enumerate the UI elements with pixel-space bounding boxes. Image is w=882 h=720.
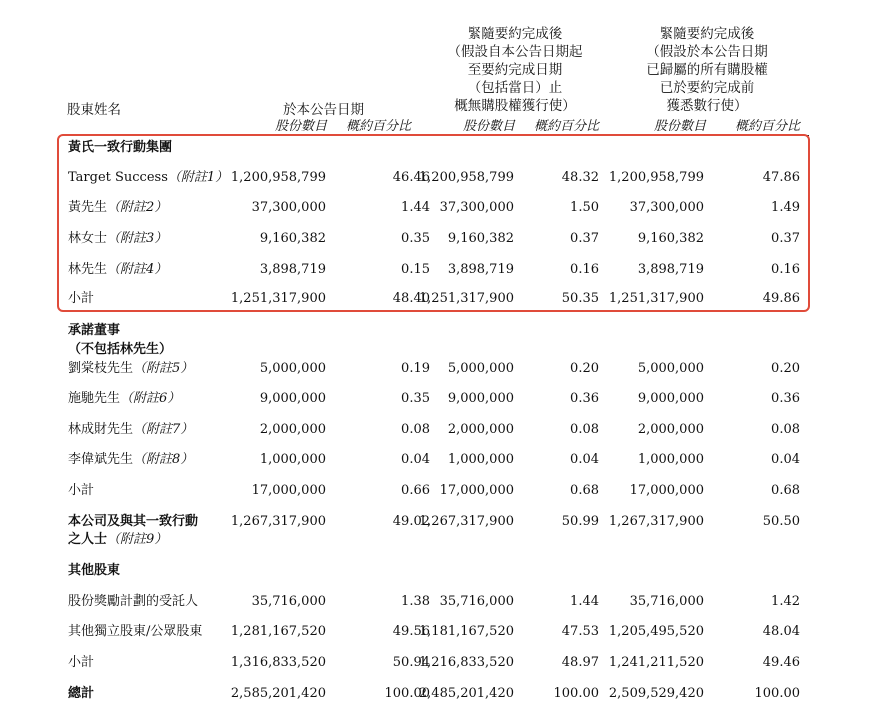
cell-shares: 35,716,000 (629, 594, 704, 609)
cell-shares: 17,000,000 (629, 483, 704, 498)
row-label (68, 137, 172, 159)
subheader-shares-3: 股份數目 (654, 119, 707, 134)
cell-percentage: 100.00 (754, 686, 800, 701)
row-label-text: 李偉斌先生 (68, 452, 134, 467)
row-label-text: 小計 (68, 655, 95, 670)
cell-percentage: 50.35 (561, 291, 599, 306)
subheader-pct-3: 概約百分比 (735, 119, 801, 134)
cell-percentage: 0.37 (771, 231, 800, 246)
subheader-shares-2: 股份數目 (463, 119, 516, 134)
cell-percentage: 50.94 (392, 655, 430, 670)
cell-shares: 17,000,000 (439, 483, 514, 498)
cell-shares: 1,241,211,520 (608, 655, 704, 670)
cell-shares: 3,898,719 (447, 262, 514, 277)
cell-shares: 1,267,317,900 (230, 514, 326, 529)
cell-percentage: 1.44 (401, 200, 430, 215)
cell-shares: 2,509,529,420 (608, 686, 704, 701)
cell-shares: 5,000,000 (447, 361, 514, 376)
cell-percentage: 0.35 (401, 391, 430, 406)
row-label (68, 621, 202, 643)
row-label-text: 黃先生 (68, 200, 108, 215)
cell-percentage: 48.97 (561, 655, 599, 670)
row-label (68, 529, 167, 551)
row-note: （附註1） (167, 170, 229, 185)
cell-percentage: 1.49 (771, 200, 800, 215)
header-b-line2: （假設於本公告日期 (646, 44, 768, 60)
table-row (0, 529, 882, 551)
row-note: （附註5） (133, 361, 194, 376)
cell-percentage: 0.16 (771, 262, 800, 277)
cell-percentage: 0.04 (570, 452, 599, 467)
row-note: （附註4） (107, 262, 168, 277)
subheader-shares-1: 股份數目 (275, 119, 328, 134)
cell-shares: 1,000,000 (259, 452, 326, 467)
row-label-text: 小計 (68, 483, 95, 498)
cell-percentage: 0.20 (771, 361, 800, 376)
cell-percentage: 0.35 (401, 231, 430, 246)
table-row (0, 419, 882, 441)
cell-percentage: 1.44 (570, 594, 599, 609)
cell-percentage: 1.42 (771, 594, 800, 609)
cell-percentage: 0.15 (401, 262, 430, 277)
header-at-announcement: 於本公告日期 (283, 102, 364, 118)
row-label-text: 其他股東 (68, 563, 121, 578)
row-label (68, 288, 94, 310)
header-b-line5: 獲悉數行使） (666, 98, 748, 114)
cell-percentage: 0.08 (570, 422, 599, 437)
cell-shares: 1,200,958,799 (230, 170, 326, 185)
table-row (0, 591, 882, 613)
cell-shares: 2,000,000 (637, 422, 704, 437)
cell-percentage: 48.40 (392, 291, 430, 306)
row-label-text: 其他獨立股東/公眾股東 (68, 624, 203, 639)
table-row (0, 652, 882, 674)
row-label-text: 林女士 (68, 231, 108, 246)
header-b-line1: 緊隨要約完成後 (659, 26, 755, 42)
row-label-text: 總計 (68, 686, 95, 701)
row-label (68, 388, 180, 410)
cell-shares: 2,000,000 (259, 422, 326, 437)
cell-shares: 1,181,167,520 (418, 624, 514, 639)
row-label-text: 林成財先生 (68, 422, 134, 437)
cell-percentage: 48.04 (762, 624, 800, 639)
cell-percentage: 50.50 (762, 514, 800, 529)
cell-shares: 9,160,382 (259, 231, 326, 246)
row-label-text: Target Success (68, 170, 168, 185)
row-label-text: 小計 (68, 291, 95, 306)
table-row (0, 480, 882, 502)
header-a-line2: （假設自本公告日期起 (447, 44, 583, 60)
cell-shares: 2,000,000 (447, 422, 514, 437)
cell-shares: 1,267,317,900 (608, 514, 704, 529)
cell-percentage: 0.36 (771, 391, 800, 406)
cell-shares: 1,000,000 (637, 452, 704, 467)
row-note: （附註8） (133, 452, 194, 467)
header-b-line3: 已歸屬的所有購股權 (646, 62, 768, 78)
row-note: （附註2） (107, 200, 168, 215)
row-note: （附註9） (107, 532, 168, 547)
header-a-line3: 至要約完成日期 (467, 62, 563, 78)
row-label (68, 652, 94, 674)
subheader-pct-2: 概約百分比 (534, 119, 600, 134)
row-label (68, 197, 167, 219)
cell-shares: 9,000,000 (259, 391, 326, 406)
cell-shares: 1,205,495,520 (608, 624, 704, 639)
cell-shares: 37,300,000 (251, 200, 326, 215)
header-b-line4: 已於要約完成前 (659, 80, 755, 96)
row-label-text: 劉棠枝先生 (68, 361, 134, 376)
cell-percentage: 46.46 (392, 170, 430, 185)
row-note: （附註7） (133, 422, 194, 437)
cell-shares: 1,216,833,520 (418, 655, 514, 670)
header-after-completion-a (430, 25, 600, 115)
cell-percentage: 0.37 (570, 231, 599, 246)
cell-shares: 37,300,000 (629, 200, 704, 215)
row-label-text: 黃氏一致行動集團 (68, 140, 173, 155)
cell-shares: 1,000,000 (447, 452, 514, 467)
table-row (0, 288, 882, 310)
cell-shares: 9,000,000 (637, 391, 704, 406)
table-row (0, 560, 882, 582)
row-label-text: 之人士 (68, 532, 108, 547)
cell-shares: 5,000,000 (637, 361, 704, 376)
row-label-text: 本公司及與其一致行動 (68, 514, 199, 529)
row-label (68, 228, 167, 250)
row-note: （附註6） (120, 391, 181, 406)
highlight-box (57, 134, 810, 312)
cell-shares: 1,251,317,900 (418, 291, 514, 306)
cell-percentage: 100.00 (553, 686, 599, 701)
table-row (0, 388, 882, 410)
row-label (68, 449, 193, 471)
cell-percentage: 0.16 (570, 262, 599, 277)
table-row (0, 259, 882, 281)
row-label-text: 施馳先生 (68, 391, 121, 406)
header-a-line5: 概無購股權獲行使） (454, 98, 576, 114)
row-label (68, 683, 94, 705)
cell-shares: 3,898,719 (637, 262, 704, 277)
cell-shares: 1,251,317,900 (230, 291, 326, 306)
cell-percentage: 48.32 (561, 170, 599, 185)
row-label (68, 259, 167, 281)
row-label (68, 419, 193, 441)
header-after-completion-b (622, 25, 792, 115)
table-row (0, 358, 882, 380)
row-label (68, 560, 120, 582)
row-label (68, 167, 228, 189)
cell-shares: 1,267,317,900 (418, 514, 514, 529)
cell-shares: 17,000,000 (251, 483, 326, 498)
cell-percentage: 0.04 (771, 452, 800, 467)
cell-shares: 1,316,833,520 (230, 655, 326, 670)
row-label (68, 591, 198, 613)
subheader-pct-1: 概約百分比 (346, 119, 412, 134)
row-label (68, 480, 94, 502)
cell-percentage: 0.68 (570, 483, 599, 498)
cell-percentage: 49.46 (762, 655, 800, 670)
cell-shares: 9,160,382 (447, 231, 514, 246)
cell-percentage: 0.20 (570, 361, 599, 376)
cell-shares: 1,200,958,799 (418, 170, 514, 185)
cell-percentage: 50.99 (561, 514, 599, 529)
table-row (0, 449, 882, 471)
cell-shares: 1,200,958,799 (608, 170, 704, 185)
table-row (0, 167, 882, 189)
cell-shares: 2,585,201,420 (230, 686, 326, 701)
cell-percentage: 0.08 (771, 422, 800, 437)
cell-shares: 3,898,719 (259, 262, 326, 277)
row-label-text: 股份獎勵計劃的受託人 (68, 594, 199, 609)
cell-percentage: 1.38 (401, 594, 430, 609)
cell-shares: 5,000,000 (259, 361, 326, 376)
row-note: （附註3） (107, 231, 168, 246)
cell-shares: 35,716,000 (439, 594, 514, 609)
cell-percentage: 0.19 (401, 361, 430, 376)
table-row (0, 621, 882, 643)
cell-percentage: 0.08 (401, 422, 430, 437)
header-a-line4: （包括當日）止 (467, 80, 563, 96)
cell-percentage: 0.68 (771, 483, 800, 498)
table-row (0, 228, 882, 250)
cell-shares: 37,300,000 (439, 200, 514, 215)
cell-shares: 1,251,317,900 (608, 291, 704, 306)
cell-percentage: 0.04 (401, 452, 430, 467)
cell-percentage: 1.50 (570, 200, 599, 215)
row-label-text: 承諾董事 (68, 323, 121, 338)
cell-percentage: 100.00 (384, 686, 430, 701)
table-row (0, 683, 882, 705)
table-row (0, 197, 882, 219)
header-shareholder: 股東姓名 (67, 102, 121, 118)
row-label (68, 358, 193, 380)
cell-percentage: 47.53 (561, 624, 599, 639)
cell-shares: 35,716,000 (251, 594, 326, 609)
header-a-line1: 緊隨要約完成後 (467, 26, 563, 42)
cell-shares: 9,000,000 (447, 391, 514, 406)
cell-percentage: 49.86 (762, 291, 800, 306)
cell-percentage: 0.66 (401, 483, 430, 498)
cell-percentage: 0.36 (570, 391, 599, 406)
cell-percentage: 47.86 (762, 170, 800, 185)
cell-shares: 1,281,167,520 (230, 624, 326, 639)
cell-percentage: 49.56 (392, 624, 430, 639)
table-row (0, 137, 882, 159)
cell-shares: 2,485,201,420 (418, 686, 514, 701)
cell-shares: 9,160,382 (637, 231, 704, 246)
row-label-text: （不包括林先生） (68, 342, 173, 357)
row-label-text: 林先生 (68, 262, 108, 277)
cell-percentage: 49.02 (392, 514, 430, 529)
